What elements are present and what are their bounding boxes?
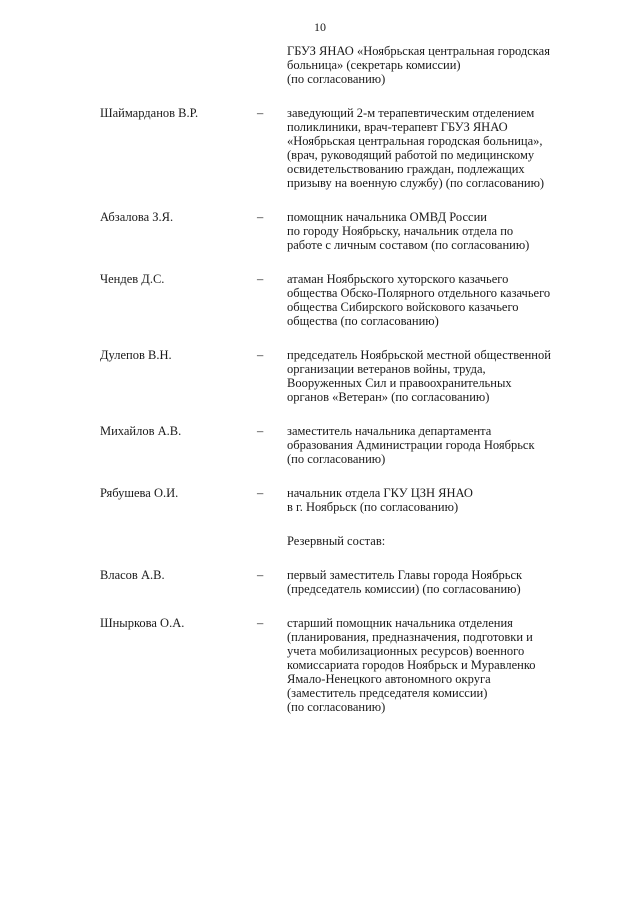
member-position: атаман Ноябрьского хуторского казачьего общества Обско-Полярного отдельного казачьего общества Сибирского войскового казачьего общества (по согласованию) (287, 272, 551, 328)
page-number: 10 (314, 20, 326, 34)
reserve-member-entry (0, 616, 640, 714)
member-name: Власов А.В. (100, 568, 165, 582)
member-position: заместитель начальника департамента образования Администрации города Ноябрьск (по согласованию) (287, 424, 535, 466)
separator-dash: – (257, 568, 264, 582)
member-entry (0, 44, 640, 86)
member-position: старший помощник начальника отделения (планирования, предназначения, подготовки и учета мобилизационных ресурсов) военного комиссариата городов Ноябрьск и Муравленко Ямало-Ненецкого автономного округа (заместитель председателя комиссии) (по согласованию) (287, 616, 536, 714)
member-entry (0, 424, 640, 466)
commission-member-list (0, 44, 640, 734)
reserve-member-entry (0, 568, 640, 596)
member-entry (0, 210, 640, 252)
member-name: Абзалова З.Я. (100, 210, 174, 224)
member-name: Михайлов А.В. (100, 424, 182, 438)
member-entry (0, 486, 640, 514)
separator-dash: – (257, 106, 264, 120)
separator-dash: – (257, 616, 264, 630)
member-entry (0, 348, 640, 404)
member-position: председатель Ноябрьской местной общественной организации ветеранов войны, труда, Вооруженных Сил и правоохранительных органов «Ветеран» (по согласованию) (287, 348, 551, 404)
member-name: Шаймарданов В.Р. (100, 106, 199, 120)
member-name: Чендев Д.С. (100, 272, 165, 286)
separator-dash: – (257, 486, 264, 500)
member-name: Шныркова О.А. (100, 616, 185, 630)
member-position: первый заместитель Главы города Ноябрьск (председатель комиссии) (по согласованию) (287, 568, 523, 596)
reserve-heading: Резервный состав: (287, 534, 386, 548)
separator-dash: – (257, 348, 264, 362)
separator-dash: – (257, 424, 264, 438)
member-position: помощник начальника ОМВД России по городу Ноябрьску, начальник отдела по работе с личным составом (по согласованию) (287, 210, 530, 252)
member-entry (0, 272, 640, 328)
member-position: ГБУЗ ЯНАО «Ноябрьская центральная городская больница» (секретарь комиссии) (по согласованию) (287, 44, 550, 86)
member-name: Дулепов В.Н. (100, 348, 172, 362)
member-entry (0, 106, 640, 190)
member-position: заведующий 2-м терапевтическим отделением поликлиники, врач-терапевт ГБУЗ ЯНАО «Ноябрьская центральная городская больница», (врач, руководящий работой по медицинскому освидетельствованию граждан, подлежащих призыву на военную службу) (по согласованию) (287, 106, 545, 190)
separator-dash: – (257, 210, 264, 224)
separator-dash: – (257, 272, 264, 286)
member-name: Рябушева О.И. (100, 486, 179, 500)
member-position: начальник отдела ГКУ ЦЗН ЯНАО в г. Ноябрьск (по согласованию) (287, 486, 473, 514)
